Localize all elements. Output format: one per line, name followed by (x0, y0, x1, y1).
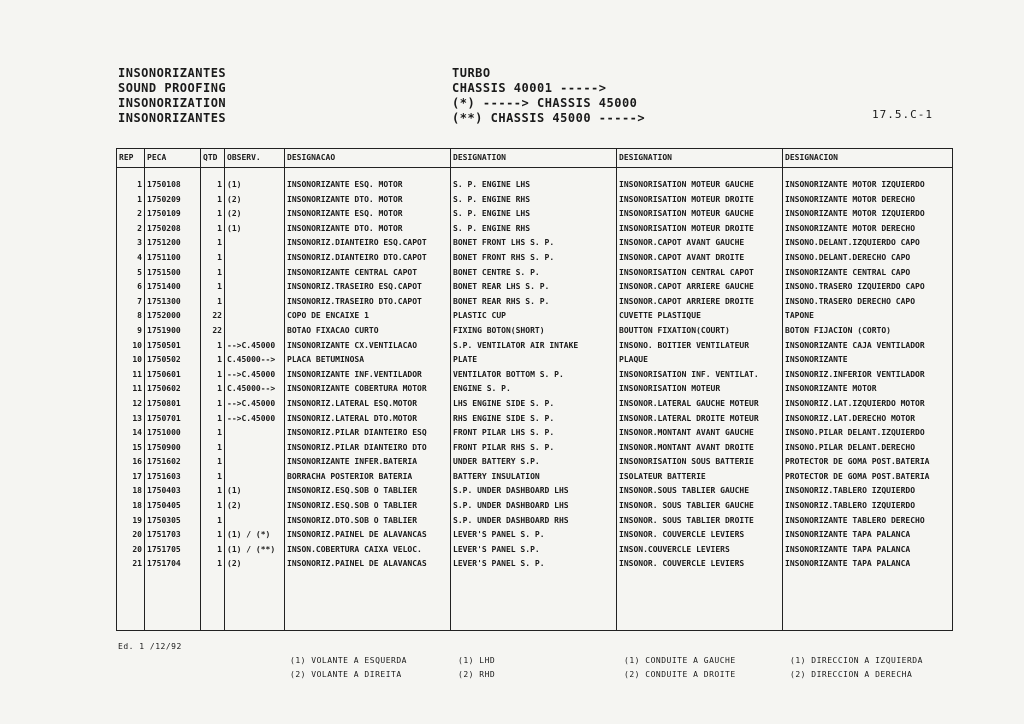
cell-qtd: 1 (201, 543, 225, 558)
cell-designacion: INSONORIZANTE CENTRAL CAPO (783, 266, 953, 281)
table-row (117, 207, 953, 222)
cell-qtd: 1 (201, 266, 225, 281)
cell-designacion: BOTON FIJACION (CORTO) (783, 324, 953, 339)
cell-rep: 7 (117, 295, 145, 310)
cell-designation-fr: INSONOR. SOUS TABLIER DROITE (617, 514, 783, 529)
cell-observ: (1) (225, 178, 285, 193)
cell-observ: (1) / (**) (225, 543, 285, 558)
cell-rep: 1 (117, 178, 145, 193)
cell-designation-fr: PLAQUE (617, 353, 783, 368)
cell-designacion: INSONO.TRASERO DERECHO CAPO (783, 295, 953, 310)
cell-designacion: INSONORIZANTE MOTOR IZQUIERDO (783, 207, 953, 222)
cell-peca: 1751500 (145, 266, 201, 281)
table-row (117, 557, 953, 572)
table-row (117, 470, 953, 485)
cell-designation-en: BONET CENTRE S. P. (451, 266, 617, 281)
cell-observ (225, 251, 285, 266)
cell-designation-en: VENTILATOR BOTTOM S. P. (451, 368, 617, 383)
cell-peca: 1750108 (145, 178, 201, 193)
cell-rep: 1 (117, 193, 145, 208)
cell-designacao: INSONORIZANTE ESQ. MOTOR (285, 178, 451, 193)
cell-rep: 8 (117, 309, 145, 324)
cell-peca: 1751602 (145, 455, 201, 470)
cell-qtd: 1 (201, 412, 225, 427)
cell-designation-fr: INSONORISATION MOTEUR DROITE (617, 193, 783, 208)
cell-observ: C.45000--> (225, 353, 285, 368)
cell-designation-fr: ISOLATEUR BATTERIE (617, 470, 783, 485)
cell-qtd: 1 (201, 207, 225, 222)
cell-designacao: INSONORIZANTE COBERTURA MOTOR (285, 382, 451, 397)
cell-qtd: 1 (201, 353, 225, 368)
table-row (117, 251, 953, 266)
page-code: 17.5.C-1 (872, 108, 933, 121)
cell-qtd: 1 (201, 368, 225, 383)
cell-peca: 1750405 (145, 499, 201, 514)
cell-designacion: TAPONE (783, 309, 953, 324)
cell-rep: 10 (117, 353, 145, 368)
cell-observ (225, 324, 285, 339)
cell-designacao: INSONORIZ.LATERAL DTO.MOTOR (285, 412, 451, 427)
table-row (117, 339, 953, 354)
note-fr-1: (1) CONDUITE A GAUCHE (624, 656, 736, 665)
cell-designation-fr: INSONORISATION CENTRAL CAPOT (617, 266, 783, 281)
cell-observ: (1) (225, 484, 285, 499)
col-header-observ: OBSERV. (225, 149, 285, 168)
cell-designation-fr: INSONOR.CAPOT AVANT DROITE (617, 251, 783, 266)
cell-designacao: INSONORIZANTE INF.VENTILADOR (285, 368, 451, 383)
cell-designation-en: S. P. ENGINE LHS (451, 207, 617, 222)
cell-designacao: INSONORIZANTE INFER.BATERIA (285, 455, 451, 470)
cell-designation-en: S. P. ENGINE LHS (451, 178, 617, 193)
cell-observ: (2) (225, 207, 285, 222)
cell-peca: 1751300 (145, 295, 201, 310)
cell-designacion: INSONO.TRASERO IZQUIERDO CAPO (783, 280, 953, 295)
cell-designacao: INSONORIZANTE DTO. MOTOR (285, 222, 451, 237)
cell-observ (225, 266, 285, 281)
cell-observ: (2) (225, 499, 285, 514)
cell-peca: 1751900 (145, 324, 201, 339)
cell-designation-en: S.P. VENTILATOR AIR INTAKE (451, 339, 617, 354)
cell-peca: 1751400 (145, 280, 201, 295)
cell-peca: 1750305 (145, 514, 201, 529)
cell-designacion: INSONORIZ.LAT.DERECHO MOTOR (783, 412, 953, 427)
cell-rep: 15 (117, 441, 145, 456)
cell-qtd: 1 (201, 557, 225, 572)
cell-designation-fr: INSONOR.CAPOT ARRIERE GAUCHE (617, 280, 783, 295)
cell-designation-fr: INSONOR. SOUS TABLIER GAUCHE (617, 499, 783, 514)
cell-designation-fr: CUVETTE PLASTIQUE (617, 309, 783, 324)
section-title-block (118, 66, 226, 126)
cell-designation-en: S.P. UNDER DASHBOARD RHS (451, 514, 617, 529)
cell-designacion: INSONO.DELANT.IZQUIERDO CAPO (783, 236, 953, 251)
cell-designation-en: S. P. ENGINE RHS (451, 222, 617, 237)
notes-fr (624, 654, 736, 682)
cell-qtd: 1 (201, 470, 225, 485)
cell-qtd: 1 (201, 178, 225, 193)
cell-designacao: INSONORIZ.PAINEL DE ALAVANCAS (285, 528, 451, 543)
cell-rep: 11 (117, 382, 145, 397)
cell-designation-fr: INSONORISATION MOTEUR GAUCHE (617, 207, 783, 222)
section-title-pt: INSONORIZANTES (118, 66, 227, 80)
cell-designation-en: FRONT PILAR RHS S. P. (451, 441, 617, 456)
cell-designacao: INSONORIZ.DIANTEIRO ESQ.CAPOT (285, 236, 451, 251)
cell-peca: 1751705 (145, 543, 201, 558)
table-row (117, 426, 953, 441)
cell-peca: 1751100 (145, 251, 201, 266)
cell-peca: 1751000 (145, 426, 201, 441)
col-header-designation-fr: DESIGNATION (617, 149, 783, 168)
cell-designation-fr: INSONORISATION MOTEUR (617, 382, 783, 397)
empty-row (117, 572, 953, 587)
section-title-en: SOUND PROOFING (118, 81, 227, 95)
cell-rep: 6 (117, 280, 145, 295)
empty-row (117, 587, 953, 602)
note-fr-2: (2) CONDUITE A DROITE (624, 670, 736, 679)
col-header-designacion: DESIGNACION (783, 149, 953, 168)
cell-rep: 5 (117, 266, 145, 281)
cell-designacion: INSONORIZANTE CAJA VENTILADOR (783, 339, 953, 354)
cell-designacion: INSONORIZ.LAT.IZQUIERDO MOTOR (783, 397, 953, 412)
cell-designation-fr: INSONOR.SOUS TABLIER GAUCHE (617, 484, 783, 499)
table-row (117, 178, 953, 193)
cell-designacao: INSONORIZ.LATERAL ESQ.MOTOR (285, 397, 451, 412)
cell-qtd: 1 (201, 251, 225, 266)
cell-designation-fr: INSONOR.CAPOT AVANT GAUCHE (617, 236, 783, 251)
table-row (117, 295, 953, 310)
empty-row (117, 616, 953, 631)
model-chassis-block (452, 66, 645, 126)
cell-designacion: INSONORIZANTE TAPA PALANCA (783, 543, 953, 558)
col-header-designacao: DESIGNACAO (285, 149, 451, 168)
cell-designacion: INSONORIZANTE TAPA PALANCA (783, 528, 953, 543)
model-name: TURBO (452, 66, 491, 80)
empty-row (117, 601, 953, 616)
note-pt-2: (2) VOLANTE A DIREITA (290, 670, 402, 679)
cell-designation-fr: INSONORISATION SOUS BATTERIE (617, 455, 783, 470)
cell-peca: 1750602 (145, 382, 201, 397)
cell-designation-fr: INSONOR.LATERAL DROITE MOTEUR (617, 412, 783, 427)
cell-designation-fr: INSONOR.CAPOT ARRIERE DROITE (617, 295, 783, 310)
cell-observ: (2) (225, 193, 285, 208)
cell-designation-fr: INSONORISATION MOTEUR DROITE (617, 222, 783, 237)
cell-qtd: 1 (201, 280, 225, 295)
cell-designacao: INSONORIZANTE DTO. MOTOR (285, 193, 451, 208)
table-row (117, 543, 953, 558)
cell-designacion: INSONORIZANTE TAPA PALANCA (783, 557, 953, 572)
table-row (117, 368, 953, 383)
cell-designation-en: LHS ENGINE SIDE S. P. (451, 397, 617, 412)
table-row (117, 309, 953, 324)
cell-designacion: INSONORIZANTE MOTOR IZQUIERDO (783, 178, 953, 193)
cell-designation-en: BONET REAR LHS S. P. (451, 280, 617, 295)
cell-designacao: PLACA BETUMINOSA (285, 353, 451, 368)
cell-designacion: INSONO.PILAR DELANT.DERECHO (783, 441, 953, 456)
cell-rep: 20 (117, 543, 145, 558)
cell-designacao: INSONORIZANTE CX.VENTILACAO (285, 339, 451, 354)
cell-designacao: INSONORIZ.PAINEL DE ALAVANCAS (285, 557, 451, 572)
cell-qtd: 1 (201, 236, 225, 251)
table-row (117, 514, 953, 529)
cell-designation-en: LEVER'S PANEL S. P. (451, 528, 617, 543)
cell-qtd: 22 (201, 309, 225, 324)
cell-designation-fr: INSONOR.LATERAL GAUCHE MOTEUR (617, 397, 783, 412)
cell-rep: 3 (117, 236, 145, 251)
note-es-1: (1) DIRECCION A IZQUIERDA (790, 656, 923, 665)
cell-designation-en: S.P. UNDER DASHBOARD LHS (451, 499, 617, 514)
cell-designation-en: BONET REAR RHS S. P. (451, 295, 617, 310)
cell-designacao: INSONORIZ.DIANTEIRO DTO.CAPOT (285, 251, 451, 266)
cell-designation-en: PLATE (451, 353, 617, 368)
note-en-2: (2) RHD (458, 670, 496, 679)
chassis-note-2: (**) CHASSIS 45000 -----> (452, 111, 646, 125)
cell-designacion: INSONORIZ.TABLERO IZQUIERDO (783, 484, 953, 499)
cell-designation-en: FIXING BOTON(SHORT) (451, 324, 617, 339)
cell-observ: -->C.45000 (225, 397, 285, 412)
cell-qtd: 1 (201, 193, 225, 208)
cell-designacion: INSONORIZANTE MOTOR DERECHO (783, 193, 953, 208)
table-row (117, 528, 953, 543)
cell-designation-en: FRONT PILAR LHS S. P. (451, 426, 617, 441)
cell-peca: 1750502 (145, 353, 201, 368)
note-en-1: (1) LHD (458, 656, 496, 665)
cell-designation-en: LEVER'S PANEL S.P. (451, 543, 617, 558)
cell-peca: 1750601 (145, 368, 201, 383)
cell-qtd: 1 (201, 339, 225, 354)
cell-rep: 13 (117, 412, 145, 427)
cell-designacao: INSONORIZ.TRASEIRO ESQ.CAPOT (285, 280, 451, 295)
table-header-row (117, 149, 953, 168)
cell-rep: 18 (117, 499, 145, 514)
chassis-range: CHASSIS 40001 -----> (452, 81, 607, 95)
section-title-es: INSONORIZANTES (118, 111, 227, 125)
cell-designation-fr: INSONO. BOITIER VENTILATEUR (617, 339, 783, 354)
cell-designacao: INSONORIZ.ESQ.SOB O TABLIER (285, 499, 451, 514)
table-row (117, 484, 953, 499)
cell-rep: 11 (117, 368, 145, 383)
table-row (117, 441, 953, 456)
cell-designation-en: RHS ENGINE SIDE S. P. (451, 412, 617, 427)
cell-peca: 1750501 (145, 339, 201, 354)
cell-peca: 1752000 (145, 309, 201, 324)
table-row (117, 280, 953, 295)
table-row (117, 324, 953, 339)
cell-designation-en: S. P. ENGINE RHS (451, 193, 617, 208)
cell-qtd: 1 (201, 382, 225, 397)
cell-observ: C.45000--> (225, 382, 285, 397)
cell-observ: -->C.45000 (225, 339, 285, 354)
cell-qtd: 1 (201, 397, 225, 412)
table-row (117, 382, 953, 397)
cell-designation-en: BONET FRONT LHS S. P. (451, 236, 617, 251)
section-title-fr: INSONORIZATION (118, 96, 227, 110)
note-es-2: (2) DIRECCION A DERECHA (790, 670, 913, 679)
cell-designacion: INSONORIZANTE (783, 353, 953, 368)
table-row (117, 236, 953, 251)
cell-observ (225, 295, 285, 310)
cell-designation-en: ENGINE S. P. (451, 382, 617, 397)
table-row (117, 499, 953, 514)
cell-designacion: PROTECTOR DE GOMA POST.BATERIA (783, 470, 953, 485)
cell-observ: (1) (225, 222, 285, 237)
cell-designacao: BOTAO FIXACAO CURTO (285, 324, 451, 339)
cell-designation-fr: INSONOR.MONTANT AVANT GAUCHE (617, 426, 783, 441)
cell-rep: 2 (117, 207, 145, 222)
cell-peca: 1750701 (145, 412, 201, 427)
cell-rep: 12 (117, 397, 145, 412)
edition-date: Ed. 1 /12/92 (118, 642, 182, 651)
cell-rep: 4 (117, 251, 145, 266)
table-row (117, 353, 953, 368)
table-row (117, 397, 953, 412)
cell-peca: 1751704 (145, 557, 201, 572)
cell-observ: -->C.45000 (225, 368, 285, 383)
cell-designation-en: BATTERY INSULATION (451, 470, 617, 485)
cell-designacion: INSONORIZANTE TABLERO DERECHO (783, 514, 953, 529)
cell-qtd: 1 (201, 441, 225, 456)
table-row (117, 193, 953, 208)
cell-rep: 16 (117, 455, 145, 470)
cell-designation-en: UNDER BATTERY S.P. (451, 455, 617, 470)
cell-rep: 18 (117, 484, 145, 499)
cell-qtd: 1 (201, 222, 225, 237)
cell-designation-en: LEVER'S PANEL S. P. (451, 557, 617, 572)
cell-designacion: INSONORIZANTE MOTOR (783, 382, 953, 397)
note-pt-1: (1) VOLANTE A ESQUERDA (290, 656, 407, 665)
cell-observ: (2) (225, 557, 285, 572)
cell-designacao: INSONORIZ.TRASEIRO DTO.CAPOT (285, 295, 451, 310)
spacer-row (117, 168, 953, 179)
cell-rep: 19 (117, 514, 145, 529)
cell-rep: 2 (117, 222, 145, 237)
cell-designacao: BORRACHA POSTERIOR BATERIA (285, 470, 451, 485)
cell-peca: 1751603 (145, 470, 201, 485)
cell-designacao: COPO DE ENCAIXE 1 (285, 309, 451, 324)
cell-observ (225, 470, 285, 485)
notes-es (790, 654, 923, 682)
cell-designacion: INSONORIZ.TABLERO IZQUIERDO (783, 499, 953, 514)
cell-observ (225, 426, 285, 441)
cell-rep: 14 (117, 426, 145, 441)
cell-observ (225, 441, 285, 456)
cell-rep: 20 (117, 528, 145, 543)
cell-rep: 21 (117, 557, 145, 572)
cell-peca: 1750900 (145, 441, 201, 456)
cell-qtd: 1 (201, 528, 225, 543)
cell-designacion: PROTECTOR DE GOMA POST.BATERIA (783, 455, 953, 470)
cell-qtd: 1 (201, 484, 225, 499)
col-header-qtd: QTD (201, 149, 225, 168)
cell-qtd: 1 (201, 426, 225, 441)
parts-table (116, 148, 953, 631)
cell-designation-fr: INSONORISATION INF. VENTILAT. (617, 368, 783, 383)
cell-peca: 1751200 (145, 236, 201, 251)
cell-peca: 1750209 (145, 193, 201, 208)
cell-peca: 1750801 (145, 397, 201, 412)
cell-designacion: INSONO.PILAR DELANT.IZQUIERDO (783, 426, 953, 441)
cell-qtd: 1 (201, 514, 225, 529)
cell-qtd: 1 (201, 499, 225, 514)
cell-observ: -->C.45000 (225, 412, 285, 427)
table-row (117, 455, 953, 470)
cell-peca: 1750208 (145, 222, 201, 237)
cell-designation-en: PLASTIC CUP (451, 309, 617, 324)
cell-rep: 17 (117, 470, 145, 485)
cell-peca: 1750109 (145, 207, 201, 222)
col-header-rep: REP (117, 149, 145, 168)
cell-designation-en: S.P. UNDER DASHBOARD LHS (451, 484, 617, 499)
cell-designation-fr: INSONOR. COUVERCLE LEVIERS (617, 528, 783, 543)
cell-designation-fr: INSONOR.MONTANT AVANT DROITE (617, 441, 783, 456)
cell-observ (225, 514, 285, 529)
cell-peca: 1751703 (145, 528, 201, 543)
cell-rep: 9 (117, 324, 145, 339)
cell-designacion: INSONORIZ.INFERIOR VENTILADOR (783, 368, 953, 383)
cell-observ (225, 455, 285, 470)
col-header-designation-en: DESIGNATION (451, 149, 617, 168)
table-row (117, 412, 953, 427)
cell-designation-fr: BOUTTON FIXATION(COURT) (617, 324, 783, 339)
cell-designation-fr: INSONOR. COUVERCLE LEVIERS (617, 557, 783, 572)
cell-designacao: INSONORIZANTE CENTRAL CAPOT (285, 266, 451, 281)
notes-en (458, 654, 495, 682)
cell-qtd: 1 (201, 455, 225, 470)
cell-observ: (1) / (*) (225, 528, 285, 543)
cell-observ (225, 280, 285, 295)
cell-designacao: INSON.COBERTURA CAIXA VELOC. (285, 543, 451, 558)
cell-rep: 10 (117, 339, 145, 354)
cell-observ (225, 236, 285, 251)
cell-designacao: INSONORIZ.PILAR DIANTEIRO ESQ (285, 426, 451, 441)
cell-observ (225, 309, 285, 324)
table-row (117, 222, 953, 237)
cell-peca: 1750403 (145, 484, 201, 499)
table-row (117, 266, 953, 281)
cell-designacao: INSONORIZANTE ESQ. MOTOR (285, 207, 451, 222)
cell-designacion: INSONORIZANTE MOTOR DERECHO (783, 222, 953, 237)
cell-designation-en: BONET FRONT RHS S. P. (451, 251, 617, 266)
cell-designacion: INSONO.DELANT.DERECHO CAPO (783, 251, 953, 266)
cell-designacao: INSONORIZ.PILAR DIANTEIRO DTO (285, 441, 451, 456)
cell-qtd: 1 (201, 295, 225, 310)
cell-designation-fr: INSON.COUVERCLE LEVIERS (617, 543, 783, 558)
cell-designacao: INSONORIZ.ESQ.SOB O TABLIER (285, 484, 451, 499)
chassis-note-1: (*) -----> CHASSIS 45000 (452, 96, 638, 110)
cell-designation-fr: INSONORISATION MOTEUR GAUCHE (617, 178, 783, 193)
notes-pt (290, 654, 407, 682)
cell-designacao: INSONORIZ.DTO.SOB O TABLIER (285, 514, 451, 529)
col-header-peca: PECA (145, 149, 201, 168)
cell-qtd: 22 (201, 324, 225, 339)
